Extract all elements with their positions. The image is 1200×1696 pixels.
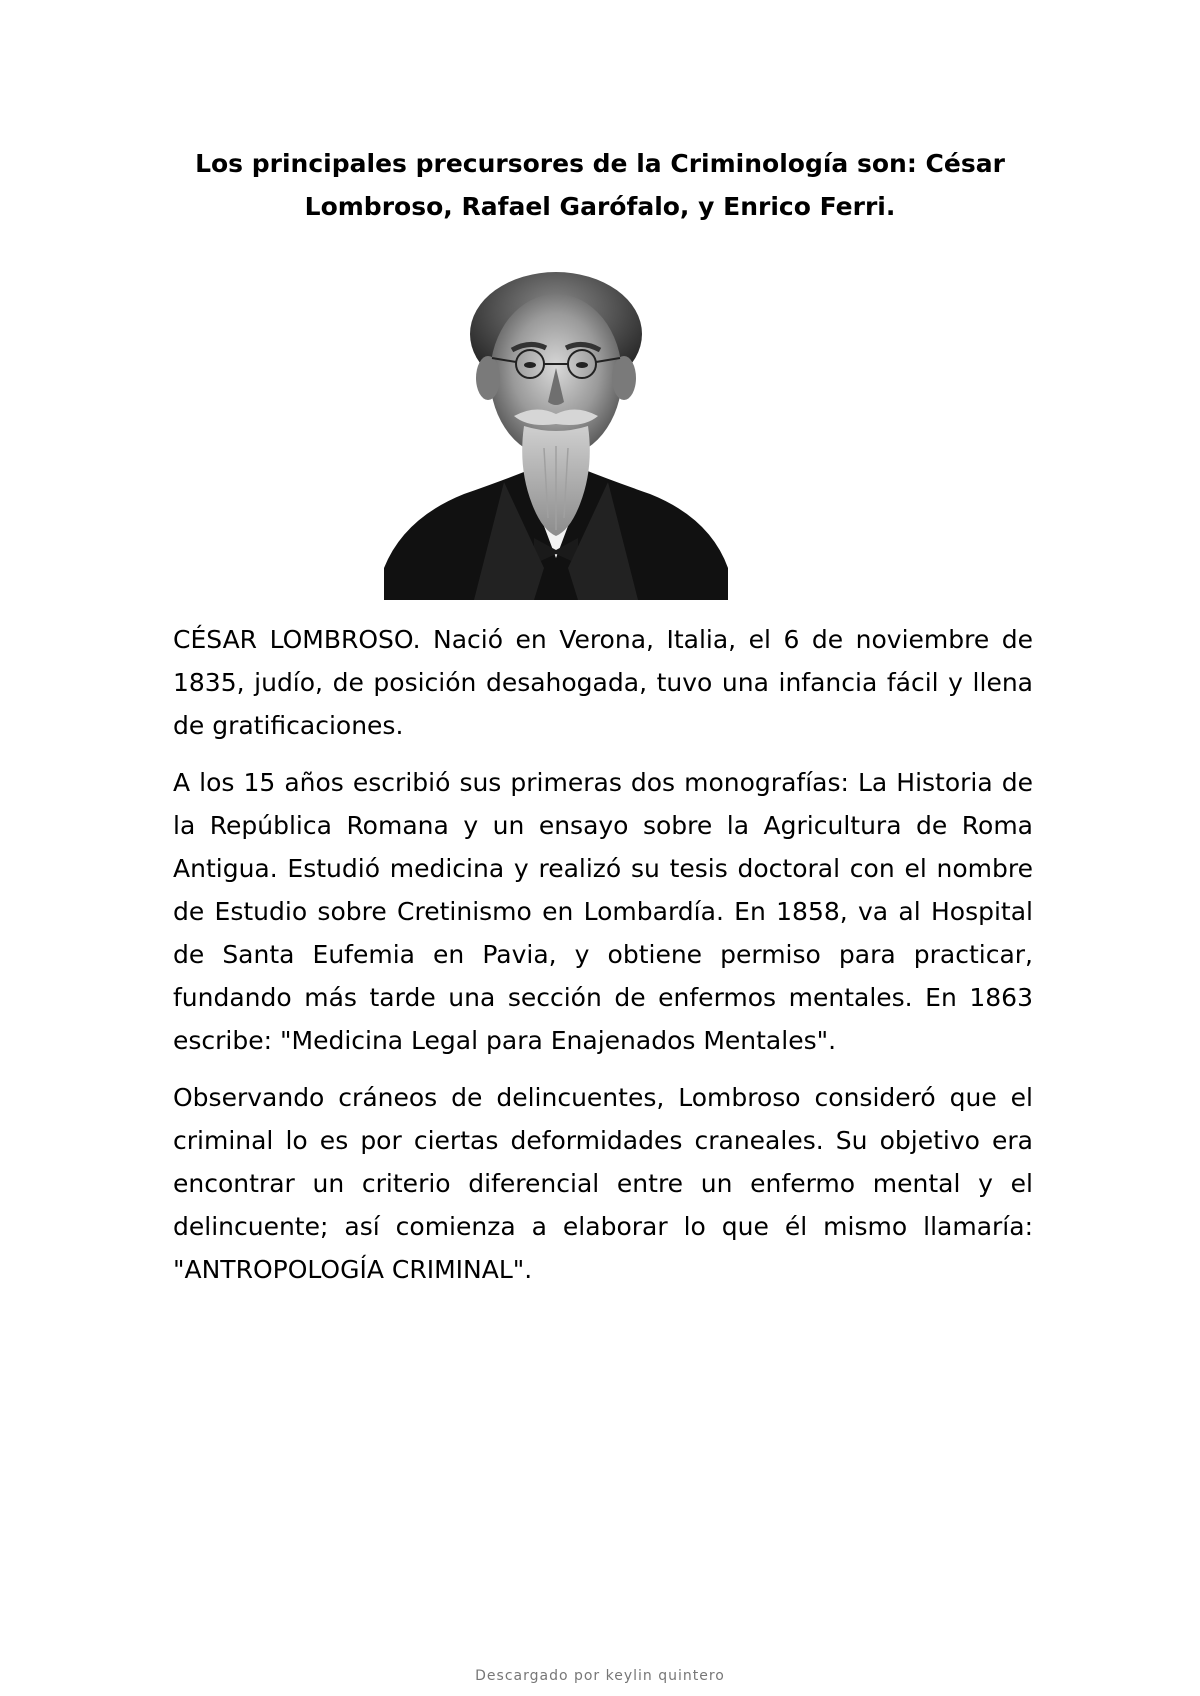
document-title: Los principales precursores de la Criminología son: César Lombroso, Rafael Garófalo, y Enrico Ferri. <box>195 149 1005 221</box>
portrait-photo-icon <box>384 268 728 600</box>
paragraph-criminal-anthropology: Observando cráneos de delincuentes, Lombroso consideró que el criminal lo es por ciertas deformidades craneales. Su objetivo era encontrar un criterio diferencial entre un enfermo mental y el delincuente; así comienza a elaborar lo que él mismo llamaría: "ANTROPOLOGÍA CRIMINAL". <box>173 1083 1033 1284</box>
paragraph-works: A los 15 años escribió sus primeras dos monografías: La Historia de la República Romana y un ensayo sobre la Agricultura de Roma Antigua. Estudió medicina y realizó su tesis doctoral con el nombre de Estudio sobre Cretinismo en Lombardía. En 1858, va al Hospital de Santa Eufemia en Pavia, y obtiene permiso para practicar, fundando más tarde una sección de enfermos mentales. En 1863 escribe: "Medicina Legal para Enajenados Mentales". <box>173 768 1033 1055</box>
portrait-photo <box>384 268 728 600</box>
paragraph-biography: CÉSAR LOMBROSO. Nació en Verona, Italia, el 6 de noviembre de 1835, judío, de posición desahogada, tuvo una infancia fácil y llena de gratificaciones. <box>173 625 1033 740</box>
download-footer: Descargado por keylin quintero <box>475 1668 725 1684</box>
body-text <box>173 618 1033 1305</box>
